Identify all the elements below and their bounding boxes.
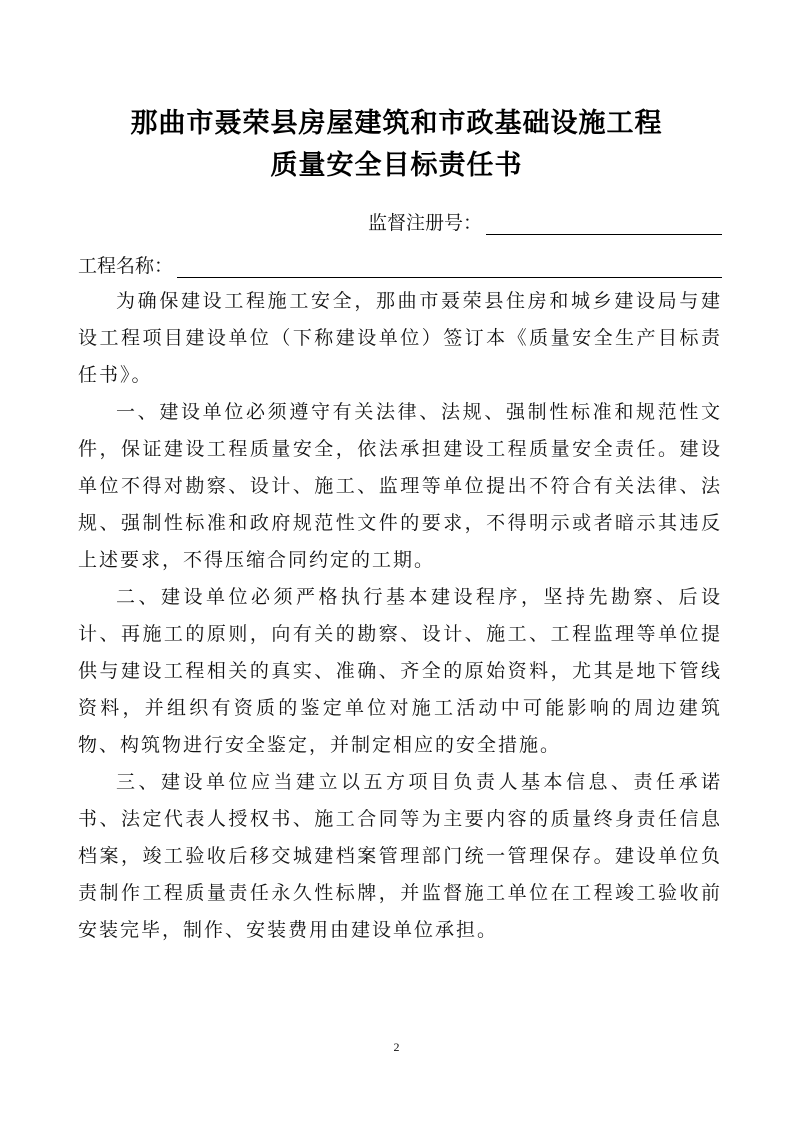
paragraph-clause-3: 三、建设单位应当建立以五方项目负责人基本信息、责任承诺书、法定代表人授权书、施工合同等为主要内容的质量终身责任信息档案，竣工验收后移交城建档案管理部门统一管理保存。建设单位负责制作工程质量责任永久性标牌，并监督施工单位在工程竣工验收前安装完毕，制作、安装费用由建设单位承担。	[78, 771, 722, 941]
paragraph-clause-1: 一、建设单位必须遵守有关法律、法规、强制性标准和规范性文件，保证建设工程质量安全，依法承担建设工程质量安全责任。建设单位不得对勘察、设计、施工、监理等单位提出不符合有关法律、法规、强制性标准和政府规范性文件的要求，不得明示或者暗示其违反上述要求，不得压缩合同约定的工期。	[78, 401, 722, 571]
registration-number-field	[368, 207, 722, 235]
project-name-blank[interactable]	[177, 255, 722, 278]
registration-number-label: 监督注册号：	[368, 212, 483, 234]
paragraph-clause-2: 二、建设单位必须严格执行基本建设程序，坚持先勘察、后设计、再施工的原则，向有关的勘察、设计、施工、工程监理等单位提供与建设工程相关的真实、准确、齐全的原始资料，尤其是地下管线资料，并组织有资质的鉴定单位对施工活动中可能影响的周边建筑物、构筑物进行安全鉴定，并制定相应的安全措施。	[78, 586, 722, 756]
project-name-label: 工程名称：	[78, 255, 174, 277]
paragraph-intro: 为确保建设工程施工安全，那曲市聂荣县住房和城乡建设局与建设工程项目建设单位（下称建设单位）签订本《质量安全生产目标责任书》。	[78, 290, 722, 386]
document-title-line-2: 质量安全目标责任书	[270, 150, 523, 181]
document-body	[78, 283, 722, 949]
page-number: 2	[393, 1040, 400, 1054]
document-title-line-1: 那曲市聂荣县房屋建筑和市政基础设施工程	[130, 108, 663, 139]
project-name-field	[78, 250, 722, 278]
registration-number-blank[interactable]	[486, 212, 722, 235]
